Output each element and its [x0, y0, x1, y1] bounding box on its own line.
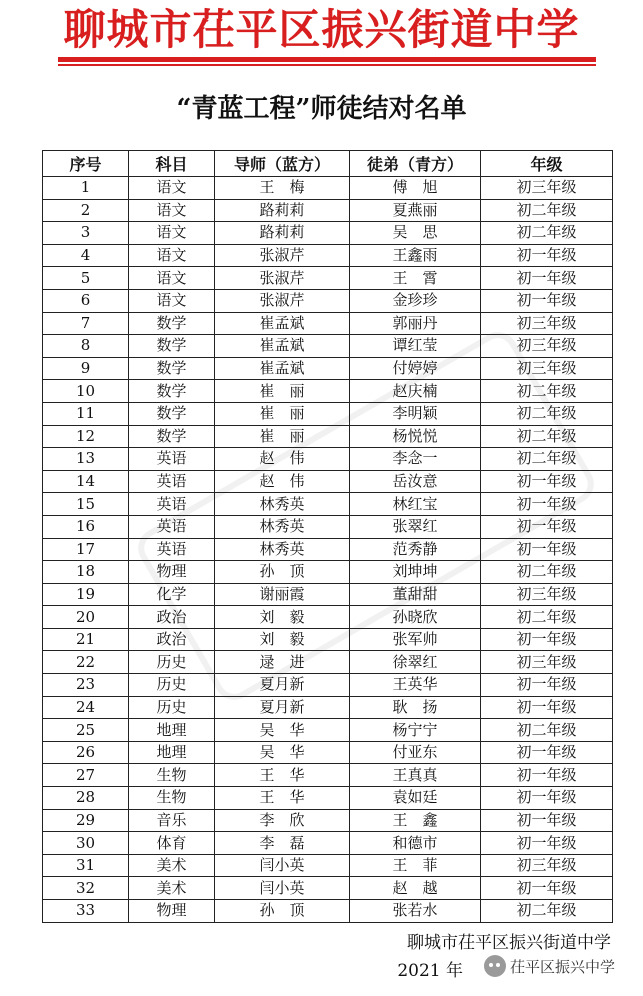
cell-apprentice: 王 菲	[350, 854, 481, 877]
table-row	[43, 493, 613, 516]
cell-mentor: 李 磊	[215, 832, 350, 855]
cell-apprentice: 王英华	[350, 674, 481, 697]
cell-mentor: 闫小英	[215, 877, 350, 900]
wechat-icon	[484, 955, 506, 977]
letterhead-rule-thick	[58, 57, 596, 62]
header-grade: 年级	[481, 151, 613, 177]
cell-apprentice: 王真真	[350, 764, 481, 787]
cell-grade: 初三年级	[481, 854, 613, 877]
cell-subject: 数学	[129, 402, 215, 425]
cell-subject: 物理	[129, 561, 215, 584]
cell-subject: 语文	[129, 289, 215, 312]
cell-mentor: 吴 华	[215, 741, 350, 764]
cell-grade: 初二年级	[481, 222, 613, 245]
table-row	[43, 719, 613, 742]
cell-grade: 初二年级	[481, 425, 613, 448]
cell-apprentice: 付亚东	[350, 741, 481, 764]
cell-apprentice: 郭丽丹	[350, 312, 481, 335]
table-row	[43, 335, 613, 358]
cell-apprentice: 傅 旭	[350, 177, 481, 200]
cell-subject: 体育	[129, 832, 215, 855]
cell-index: 8	[43, 335, 129, 358]
cell-subject: 英语	[129, 448, 215, 471]
cell-grade: 初一年级	[481, 244, 613, 267]
cell-grade: 初一年级	[481, 832, 613, 855]
cell-index: 3	[43, 222, 129, 245]
cell-mentor: 崔孟斌	[215, 335, 350, 358]
table-row	[43, 380, 613, 403]
cell-grade: 初一年级	[481, 877, 613, 900]
cell-apprentice: 耿 扬	[350, 696, 481, 719]
table-row	[43, 177, 613, 200]
table-row	[43, 425, 613, 448]
cell-grade: 初二年级	[481, 606, 613, 629]
cell-subject: 美术	[129, 877, 215, 900]
cell-mentor: 吴 华	[215, 719, 350, 742]
footer-school-name: 聊城市茌平区振兴街道中学	[407, 933, 611, 953]
cell-index: 6	[43, 289, 129, 312]
cell-subject: 英语	[129, 493, 215, 516]
cell-grade: 初一年级	[481, 267, 613, 290]
cell-grade: 初一年级	[481, 493, 613, 516]
cell-grade: 初一年级	[481, 696, 613, 719]
cell-index: 31	[43, 854, 129, 877]
cell-subject: 数学	[129, 425, 215, 448]
cell-subject: 政治	[129, 628, 215, 651]
cell-index: 23	[43, 674, 129, 697]
cell-apprentice: 林红宝	[350, 493, 481, 516]
cell-subject: 英语	[129, 470, 215, 493]
cell-mentor: 崔孟斌	[215, 312, 350, 335]
cell-index: 20	[43, 606, 129, 629]
cell-apprentice: 王 霄	[350, 267, 481, 290]
cell-grade: 初二年级	[481, 719, 613, 742]
cell-mentor: 孙 顶	[215, 561, 350, 584]
header-apprentice: 徒弟（青方）	[350, 151, 481, 177]
cell-index: 5	[43, 267, 129, 290]
table-row	[43, 651, 613, 674]
cell-grade: 初三年级	[481, 335, 613, 358]
cell-grade: 初一年级	[481, 470, 613, 493]
cell-apprentice: 刘坤坤	[350, 561, 481, 584]
cell-subject: 语文	[129, 222, 215, 245]
table-row	[43, 809, 613, 832]
cell-grade: 初三年级	[481, 312, 613, 335]
table-row	[43, 538, 613, 561]
table-row	[43, 244, 613, 267]
cell-apprentice: 王鑫雨	[350, 244, 481, 267]
cell-subject: 语文	[129, 267, 215, 290]
table-row	[43, 877, 613, 900]
cell-grade: 初二年级	[481, 448, 613, 471]
cell-index: 13	[43, 448, 129, 471]
cell-mentor: 路莉莉	[215, 199, 350, 222]
cell-apprentice: 付婷婷	[350, 357, 481, 380]
cell-grade: 初三年级	[481, 357, 613, 380]
table-row	[43, 741, 613, 764]
cell-subject: 地理	[129, 719, 215, 742]
cell-index: 2	[43, 199, 129, 222]
cell-apprentice: 袁如廷	[350, 787, 481, 810]
footer-date: 2021 年	[397, 961, 463, 981]
table-row	[43, 606, 613, 629]
cell-subject: 数学	[129, 312, 215, 335]
cell-mentor: 林秀英	[215, 538, 350, 561]
header-subject: 科目	[129, 151, 215, 177]
cell-mentor: 路莉莉	[215, 222, 350, 245]
cell-subject: 语文	[129, 199, 215, 222]
cell-subject: 地理	[129, 741, 215, 764]
table-row	[43, 832, 613, 855]
table-header-row	[43, 151, 613, 177]
cell-mentor: 崔孟斌	[215, 357, 350, 380]
table-row	[43, 628, 613, 651]
cell-apprentice: 李明颖	[350, 402, 481, 425]
cell-mentor: 夏月新	[215, 696, 350, 719]
cell-mentor: 张淑芹	[215, 267, 350, 290]
cell-grade: 初一年级	[481, 674, 613, 697]
header-index: 序号	[43, 151, 129, 177]
cell-subject: 历史	[129, 674, 215, 697]
cell-apprentice: 董甜甜	[350, 583, 481, 606]
cell-mentor: 王 梅	[215, 177, 350, 200]
cell-subject: 英语	[129, 515, 215, 538]
cell-apprentice: 赵 越	[350, 877, 481, 900]
cell-mentor: 孙 顶	[215, 900, 350, 923]
document-title: “青蓝工程”师徒结对名单	[176, 94, 467, 124]
cell-index: 21	[43, 628, 129, 651]
cell-index: 11	[43, 402, 129, 425]
cell-index: 22	[43, 651, 129, 674]
cell-index: 24	[43, 696, 129, 719]
cell-index: 1	[43, 177, 129, 200]
cell-subject: 历史	[129, 651, 215, 674]
cell-apprentice: 李念一	[350, 448, 481, 471]
cell-index: 26	[43, 741, 129, 764]
cell-index: 15	[43, 493, 129, 516]
cell-subject: 历史	[129, 696, 215, 719]
cell-mentor: 张淑芹	[215, 244, 350, 267]
cell-index: 10	[43, 380, 129, 403]
cell-mentor: 逯 进	[215, 651, 350, 674]
cell-mentor: 崔 丽	[215, 402, 350, 425]
table-row	[43, 900, 613, 923]
cell-index: 18	[43, 561, 129, 584]
cell-grade: 初二年级	[481, 561, 613, 584]
letterhead	[0, 0, 643, 72]
cell-subject: 英语	[129, 538, 215, 561]
cell-index: 29	[43, 809, 129, 832]
cell-grade: 初三年级	[481, 651, 613, 674]
wechat-account-badge	[480, 953, 619, 979]
table-row	[43, 448, 613, 471]
cell-grade: 初一年级	[481, 538, 613, 561]
cell-mentor: 张淑芹	[215, 289, 350, 312]
letterhead-school-name: 聊城市茌平区振兴街道中学	[63, 5, 580, 54]
cell-subject: 生物	[129, 787, 215, 810]
cell-mentor: 谢丽霞	[215, 583, 350, 606]
table-row	[43, 470, 613, 493]
cell-mentor: 闫小英	[215, 854, 350, 877]
cell-mentor: 赵 伟	[215, 448, 350, 471]
table-row	[43, 199, 613, 222]
cell-grade: 初二年级	[481, 900, 613, 923]
cell-apprentice: 杨悦悦	[350, 425, 481, 448]
cell-apprentice: 和德市	[350, 832, 481, 855]
cell-apprentice: 金珍珍	[350, 289, 481, 312]
table-row	[43, 674, 613, 697]
cell-mentor: 崔 丽	[215, 380, 350, 403]
cell-grade: 初三年级	[481, 177, 613, 200]
cell-index: 4	[43, 244, 129, 267]
table-row	[43, 515, 613, 538]
cell-mentor: 崔 丽	[215, 425, 350, 448]
table-row	[43, 561, 613, 584]
cell-mentor: 王 华	[215, 787, 350, 810]
wechat-account-name: 茌平区振兴中学	[509, 957, 615, 976]
cell-index: 14	[43, 470, 129, 493]
table-row	[43, 402, 613, 425]
cell-subject: 化学	[129, 583, 215, 606]
table-body	[43, 177, 613, 923]
table-row	[43, 289, 613, 312]
cell-index: 17	[43, 538, 129, 561]
cell-grade: 初一年级	[481, 741, 613, 764]
cell-grade: 初二年级	[481, 402, 613, 425]
cell-grade: 初三年级	[481, 583, 613, 606]
cell-index: 16	[43, 515, 129, 538]
cell-subject: 音乐	[129, 809, 215, 832]
cell-subject: 数学	[129, 380, 215, 403]
cell-mentor: 王 华	[215, 764, 350, 787]
mentor-pairing-table	[42, 150, 613, 923]
cell-mentor: 李 欣	[215, 809, 350, 832]
cell-grade: 初一年级	[481, 515, 613, 538]
header-mentor: 导师（蓝方）	[215, 151, 350, 177]
cell-index: 9	[43, 357, 129, 380]
cell-grade: 初一年级	[481, 787, 613, 810]
cell-apprentice: 徐翠红	[350, 651, 481, 674]
cell-apprentice: 岳汝意	[350, 470, 481, 493]
cell-mentor: 林秀英	[215, 493, 350, 516]
cell-index: 25	[43, 719, 129, 742]
cell-subject: 语文	[129, 244, 215, 267]
cell-subject: 数学	[129, 357, 215, 380]
cell-index: 19	[43, 583, 129, 606]
cell-grade: 初二年级	[481, 199, 613, 222]
cell-index: 7	[43, 312, 129, 335]
cell-apprentice: 王 鑫	[350, 809, 481, 832]
cell-apprentice: 范秀静	[350, 538, 481, 561]
table-row	[43, 357, 613, 380]
cell-index: 30	[43, 832, 129, 855]
cell-mentor: 刘 毅	[215, 606, 350, 629]
cell-apprentice: 张军帅	[350, 628, 481, 651]
table-row	[43, 696, 613, 719]
letterhead-rule-thin	[58, 64, 596, 66]
cell-grade: 初一年级	[481, 628, 613, 651]
table-row	[43, 312, 613, 335]
cell-apprentice: 夏燕丽	[350, 199, 481, 222]
cell-apprentice: 张若水	[350, 900, 481, 923]
cell-mentor: 刘 毅	[215, 628, 350, 651]
table-row	[43, 854, 613, 877]
cell-index: 12	[43, 425, 129, 448]
cell-index: 27	[43, 764, 129, 787]
table-row	[43, 583, 613, 606]
cell-apprentice: 赵庆楠	[350, 380, 481, 403]
table-row	[43, 764, 613, 787]
cell-mentor: 林秀英	[215, 515, 350, 538]
cell-index: 32	[43, 877, 129, 900]
cell-apprentice: 谭红莹	[350, 335, 481, 358]
table-row	[43, 222, 613, 245]
cell-apprentice: 吴 思	[350, 222, 481, 245]
cell-grade: 初一年级	[481, 764, 613, 787]
cell-subject: 物理	[129, 900, 215, 923]
cell-grade: 初一年级	[481, 289, 613, 312]
cell-index: 33	[43, 900, 129, 923]
cell-apprentice: 张翠红	[350, 515, 481, 538]
cell-apprentice: 杨宁宁	[350, 719, 481, 742]
table-row	[43, 787, 613, 810]
cell-subject: 数学	[129, 335, 215, 358]
cell-index: 28	[43, 787, 129, 810]
cell-subject: 语文	[129, 177, 215, 200]
cell-grade: 初二年级	[481, 380, 613, 403]
cell-subject: 美术	[129, 854, 215, 877]
table-row	[43, 267, 613, 290]
cell-apprentice: 孙晓欣	[350, 606, 481, 629]
cell-mentor: 夏月新	[215, 674, 350, 697]
cell-subject: 生物	[129, 764, 215, 787]
cell-subject: 政治	[129, 606, 215, 629]
cell-mentor: 赵 伟	[215, 470, 350, 493]
cell-grade: 初一年级	[481, 809, 613, 832]
